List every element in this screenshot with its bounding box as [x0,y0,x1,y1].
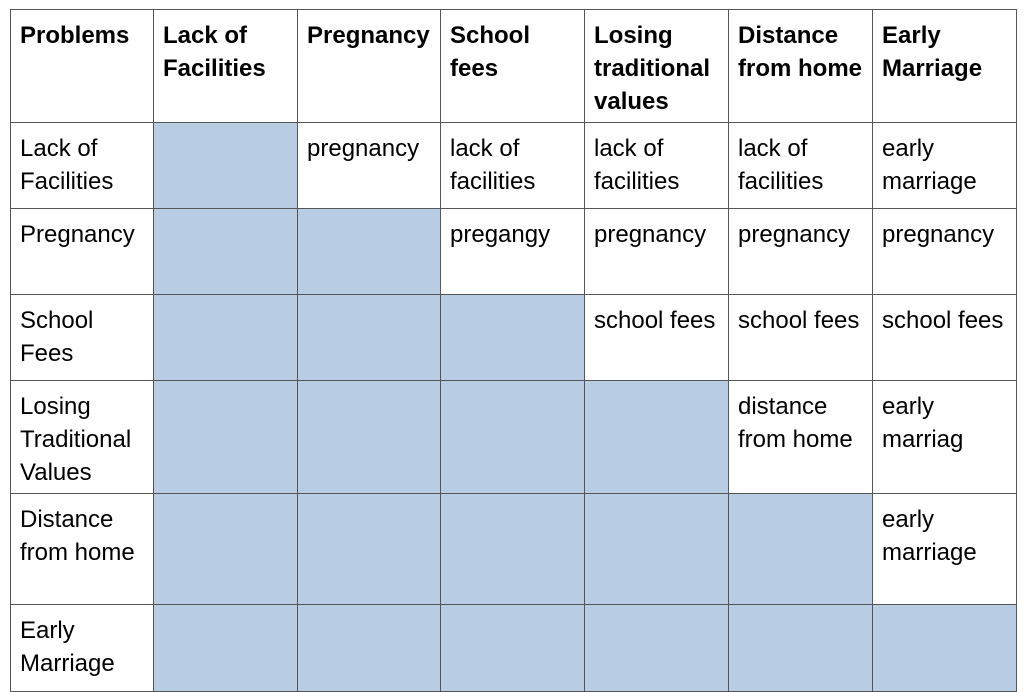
shaded-cell [441,605,585,692]
row-label: Pregnancy [11,209,154,295]
shaded-cell [729,494,873,605]
table-cell: lack of facilities [729,123,873,209]
table-cell: distance from home [729,381,873,494]
row-label: Distance from home [11,494,154,605]
table-row [11,494,1017,605]
shaded-cell [441,295,585,381]
shaded-cell [154,209,298,295]
shaded-cell [585,381,729,494]
row-label: Lack of Facilities [11,123,154,209]
header-early-marriage: Early Marriage [873,10,1017,123]
shaded-cell [154,494,298,605]
shaded-cell [298,494,441,605]
shaded-cell [729,605,873,692]
table-cell: pregangy [441,209,585,295]
shaded-cell [154,605,298,692]
shaded-cell [154,295,298,381]
table-cell: school fees [729,295,873,381]
shaded-cell [298,381,441,494]
shaded-cell [441,381,585,494]
table-cell: lack of facilities [585,123,729,209]
row-label: School Fees [11,295,154,381]
table-row [11,295,1017,381]
shaded-cell [154,123,298,209]
row-label: Early Marriage [11,605,154,692]
table-cell: pregnancy [585,209,729,295]
table-row [11,123,1017,209]
table-cell: pregnancy [298,123,441,209]
shaded-cell [298,295,441,381]
table-cell: school fees [873,295,1017,381]
row-label: Losing Traditional Values [11,381,154,494]
table-cell: pregnancy [729,209,873,295]
header-pregnancy: Pregnancy [298,10,441,123]
shaded-cell [873,605,1017,692]
table-cell: pregnancy [873,209,1017,295]
shaded-cell [298,605,441,692]
header-lack-of-facilities: Lack of Facilities [154,10,298,123]
header-losing-traditional-values: Losing traditional values [585,10,729,123]
header-distance-from-home: Distance from home [729,10,873,123]
shaded-cell [298,209,441,295]
header-problems: Problems [11,10,154,123]
table-cell: lack of facilities [441,123,585,209]
table-row [11,605,1017,692]
table-cell: early marriag [873,381,1017,494]
header-row [11,10,1017,123]
table-cell: early marriage [873,494,1017,605]
table-cell: early marriage [873,123,1017,209]
table-cell: school fees [585,295,729,381]
table-row [11,209,1017,295]
shaded-cell [585,605,729,692]
shaded-cell [154,381,298,494]
header-school-fees: School fees [441,10,585,123]
shaded-cell [585,494,729,605]
table-row [11,381,1017,494]
pairwise-ranking-table [10,9,1017,692]
shaded-cell [441,494,585,605]
